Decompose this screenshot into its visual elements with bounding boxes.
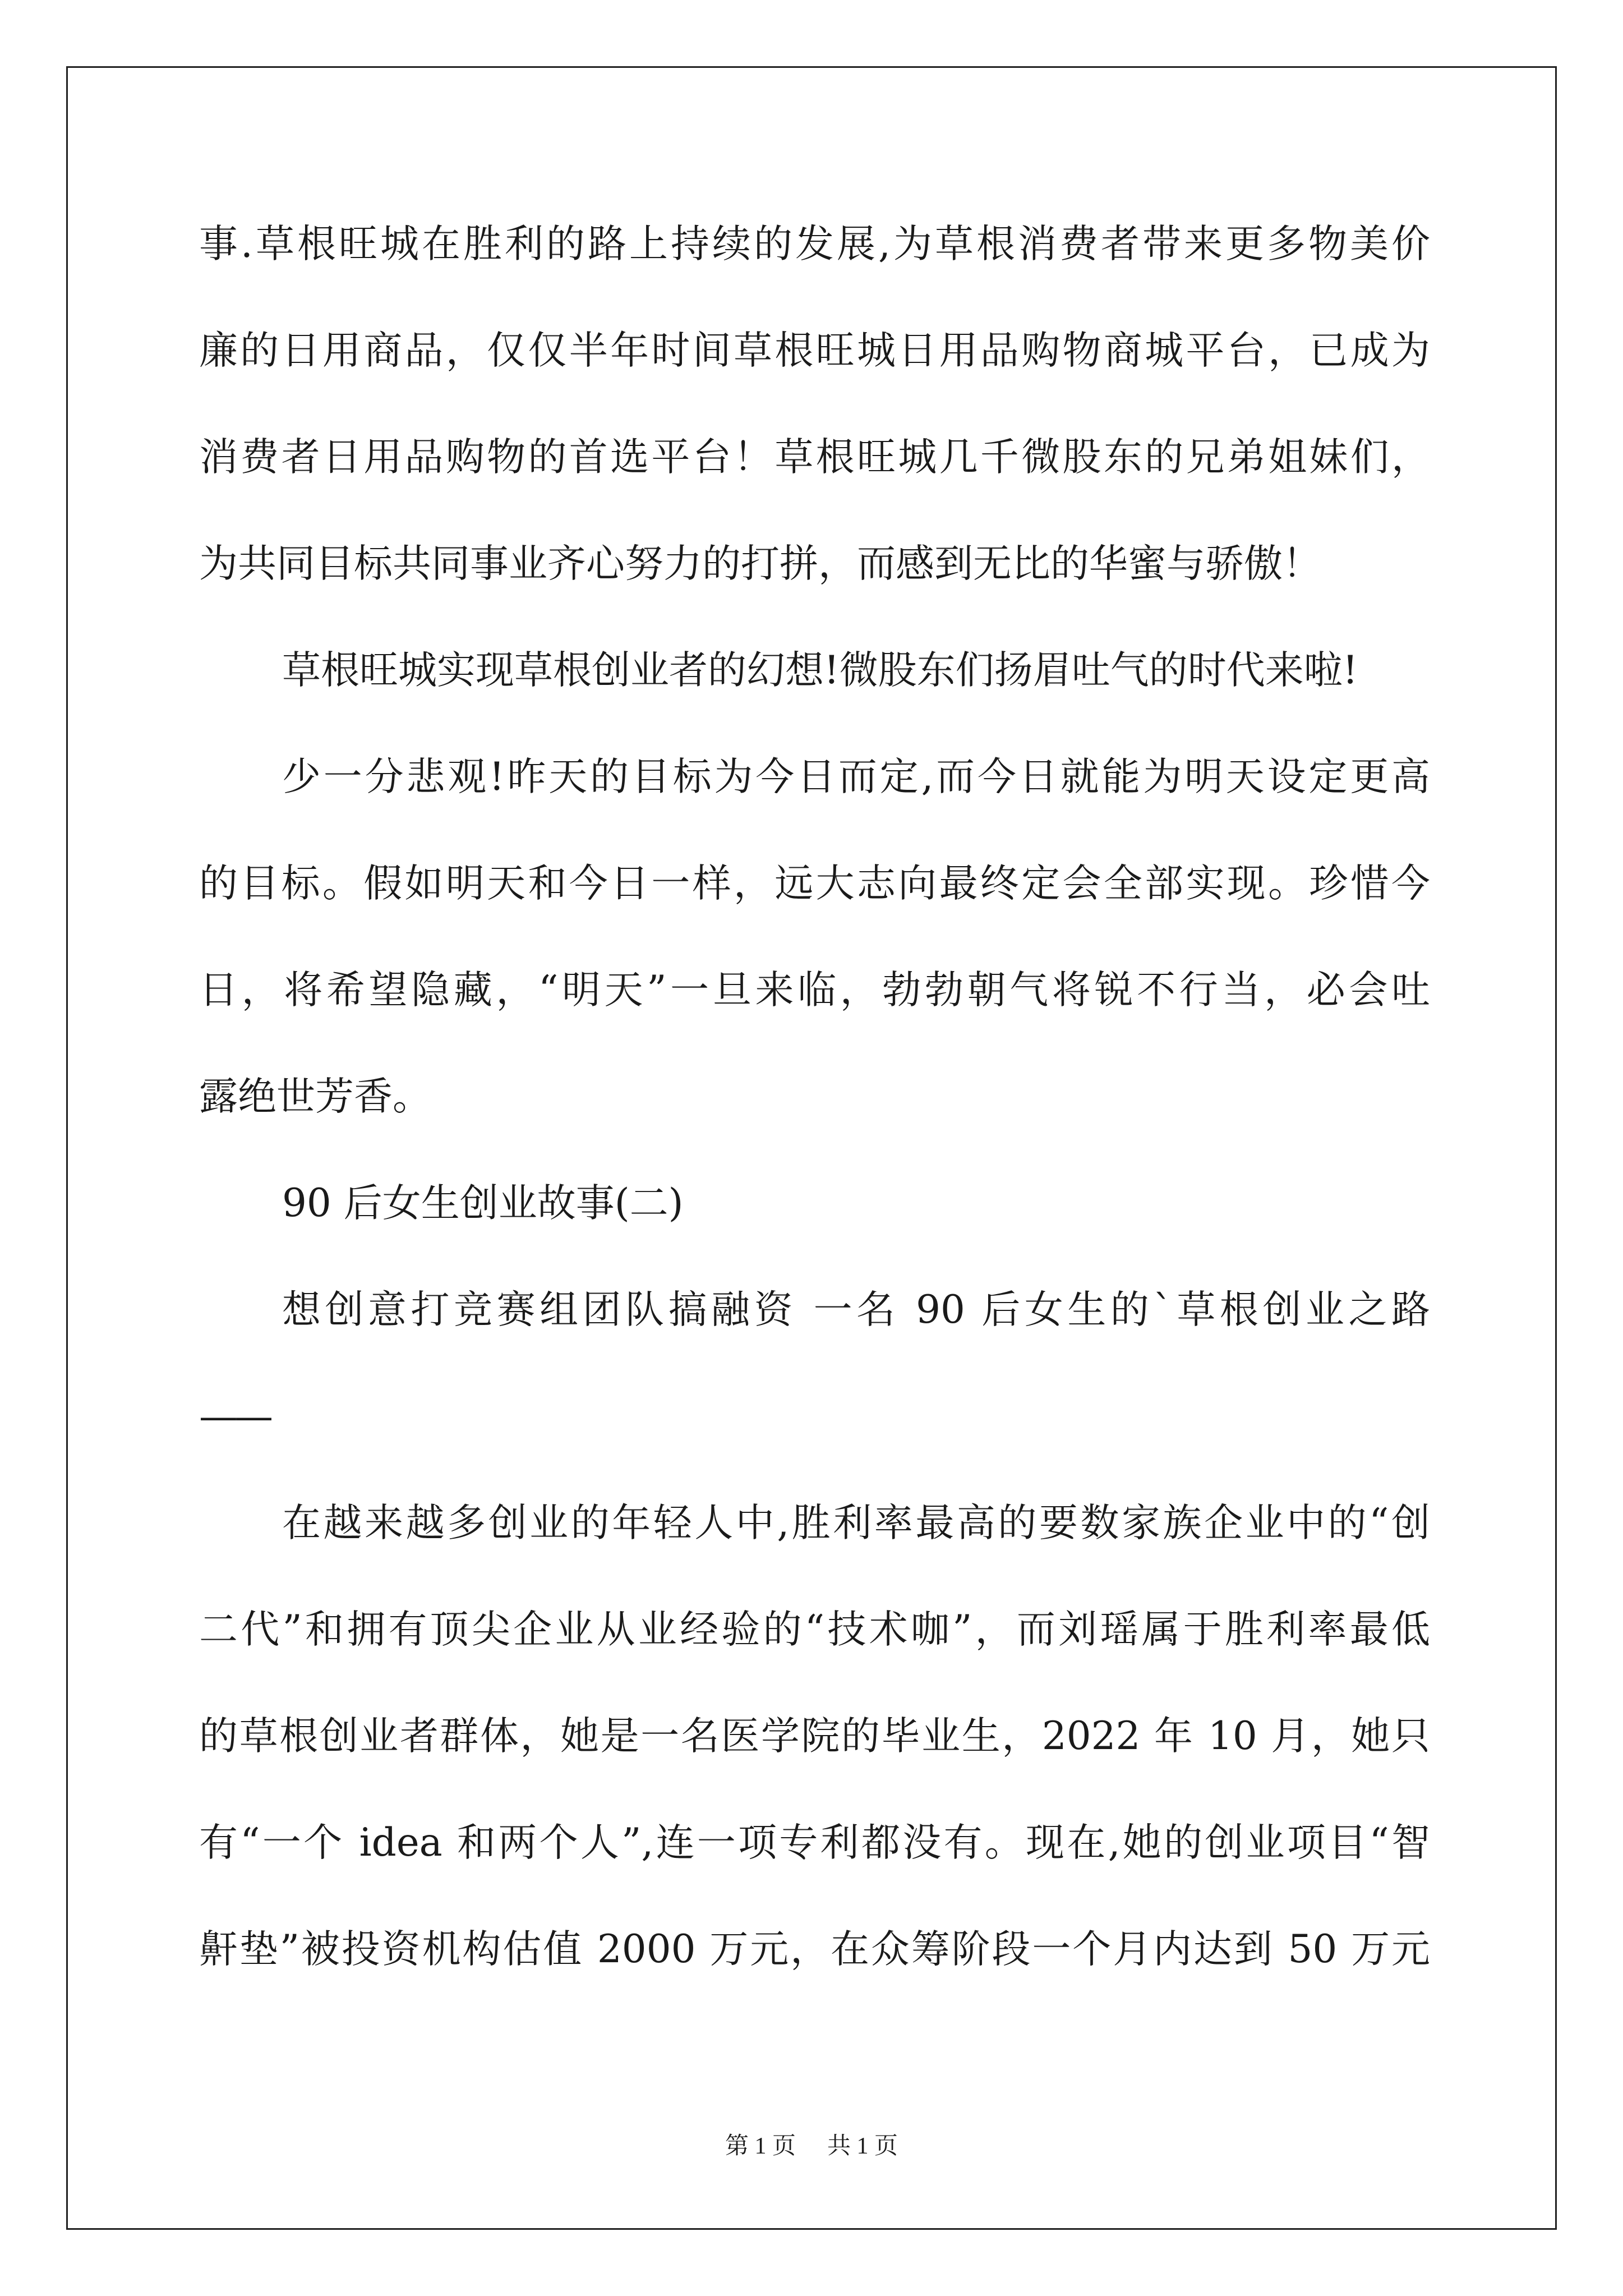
text-line: 有“一个 idea 和两个人”,连一项专利都没有。现在,她的创业项目“智 <box>199 1820 1430 1865</box>
paragraph-line: 在越来越多创业的年轻人中,胜利率最高的要数家族企业中的“创 <box>282 1501 1430 1545</box>
text-line: 日，将希望隐藏，“明天”一旦来临，勃勃朝气将锐不行当，必会吐 <box>199 968 1430 1013</box>
text-line: 的草根创业者群体，她是一名医学院的毕业生，2022 年 10 月，她只 <box>199 1714 1430 1759</box>
text-line: 的目标。假如明天和今日一样，远大志向最终定会全部实现。珍惜今 <box>199 861 1430 906</box>
page-footer <box>0 2132 1623 2161</box>
document-body <box>199 217 1430 2029</box>
text-line: 露绝世芳香。 <box>199 1074 431 1119</box>
section-heading: 90 后女生创业故事(二) <box>282 1181 684 1226</box>
article-title: 想创意打竞赛组团队搞融资 一名 90 后女生的`草根创业之路 <box>282 1287 1430 1332</box>
text-line: 事.草根旺城在胜利的路上持续的发展,为草根消费者带来更多物美价 <box>199 222 1430 266</box>
paragraph-line: 草根旺城实现草根创业者的幻想!微股东们扬眉吐气的时代来啦! <box>282 648 1358 693</box>
text-line: 为共同目标共同事业齐心努力的打拼，而感到无比的华蜜与骄傲！ <box>199 541 1321 586</box>
page-total: 共 1 页 <box>827 2133 898 2159</box>
title-dash: —— <box>199 1394 270 1439</box>
text-line: 二代”和拥有顶尖企业从业经验的“技术咖”，而刘瑶属于胜利率最低 <box>199 1607 1430 1652</box>
paragraph-line: 少一分悲观!昨天的目标为今日而定,而今日就能为明天设定更高 <box>282 754 1430 799</box>
text-line: 廉的日用商品，仅仅半年时间草根旺城日用品购物商城平台，已成为 <box>199 328 1430 373</box>
page-number: 第 1 页 <box>725 2133 796 2159</box>
text-line: 消费者日用品购物的首选平台！草根旺城几千微股东的兄弟姐妹们， <box>199 435 1430 480</box>
text-line: 鼾垫”被投资机构估值 2000 万元，在众筹阶段一个月内达到 50 万元 <box>199 1927 1430 1972</box>
